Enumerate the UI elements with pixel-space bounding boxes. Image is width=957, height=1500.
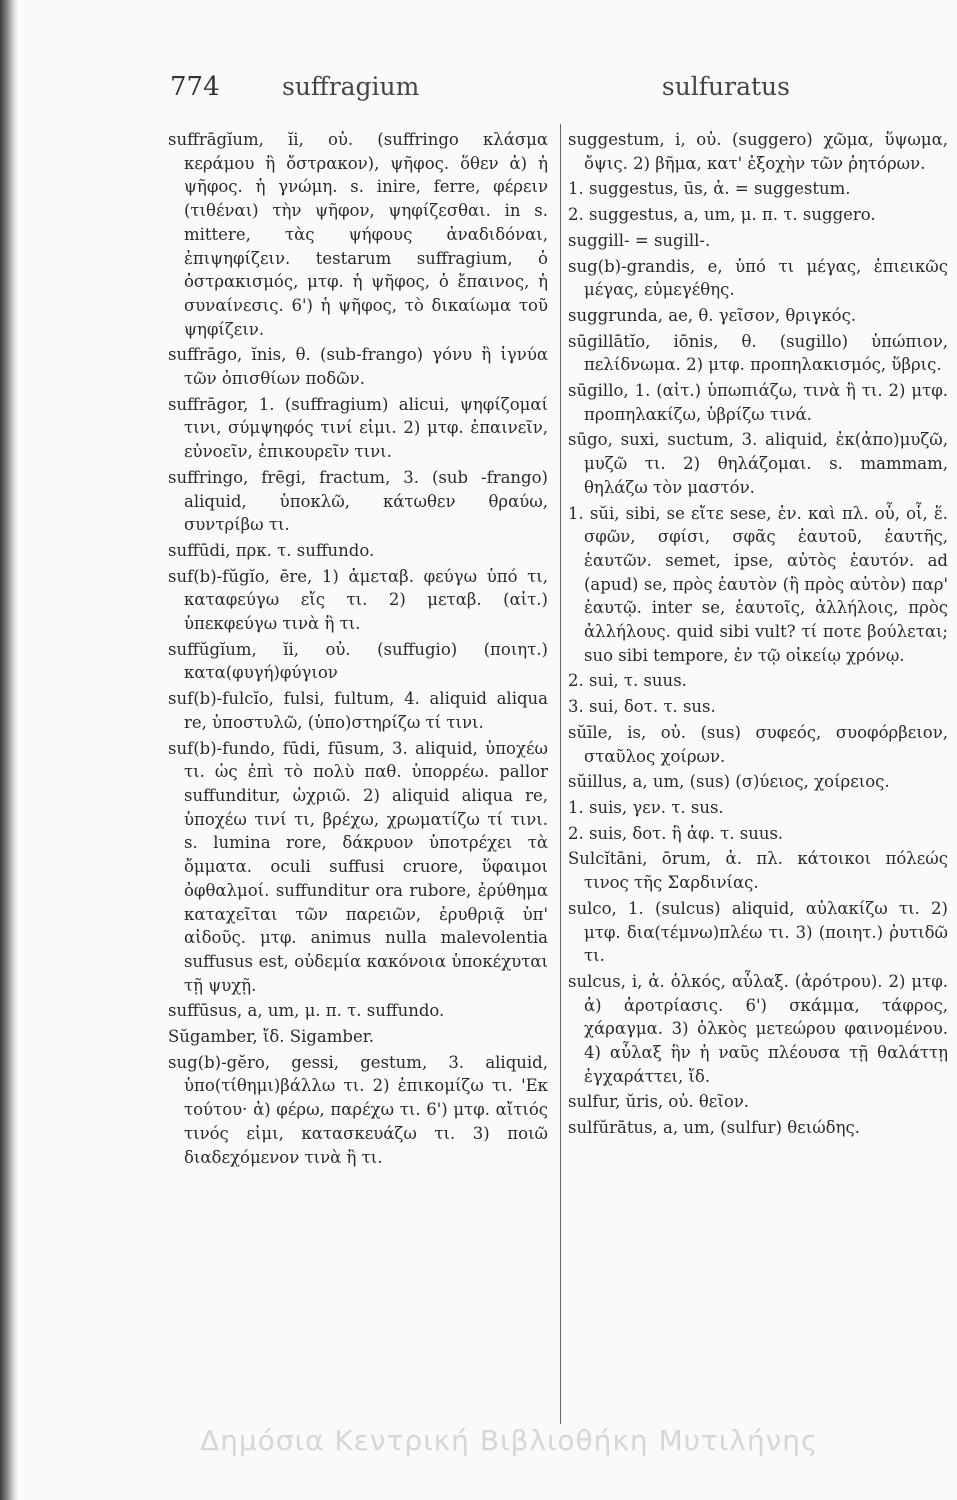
dictionary-entry: suffrāgĭum, ĭi, οὐ. (suffringo κλάσμα κεράμου ἢ ὄστρακον), ψῆφος. ὅθεν ἀ) ἡ ψῆφος. ἡ γνώμη. s. inire, ferre, φέρειν (τιθέναι) τὴν ψῆφον, ψηφίζεσθαι. in s. mittere, τὰς ψήφους ἀναδιδόναι, ἐπιψηφίζειν. testarum suffragium, ὁ ὀστρακισμός, μτφ. ἡ ψῆφος, ὁ ἔπαινος, ἡ συναίνεσις. 6') ἡ ψῆφος, τὸ δικαίωμα τοῦ ψηφίζειν. [168, 130, 548, 339]
left-column [168, 128, 548, 1171]
dictionary-entry: sūgillo, 1. (αἰτ.) ὑπωπιάζω, τινὰ ἢ τι. 2) μτφ. προπηλακίζω, ὑβρίζω τινά. [568, 381, 948, 424]
library-watermark: Δημόσια Κεντρική Βιβλιοθήκη Μυτιλήνης [200, 1424, 819, 1457]
dictionary-entry: suffŭgĭum, ĭi, οὐ. (suffugio) (ποιητ.) κατα(φυγή)φύγιον [168, 639, 548, 683]
dictionary-entry: suf(b)-fulcĭo, fulsi, fultum, 4. aliquid aliqua re, ὑποστυλῶ, (ὑπο)στηρίζω τί τινι. [168, 689, 548, 732]
dictionary-entry: sug(b)-gĕro, gessi, gestum, 3. aliquid, ὑπο(τίθημι)βάλλω τι. 2) ἐπικομίζω τι. 'Εκ τούτου· ἀ) φέρω, παρέχω τι. 6') μτφ. αἴτιός τινός εἰμι, κατασκευάζω τι. 3) ποιῶ διαδεχόμενον τινὰ ἢ τι. [168, 1052, 548, 1167]
column-divider [560, 124, 561, 1424]
page-header [170, 72, 790, 112]
dictionary-entry: sug(b)-grandis, e, ὑπό τι μέγας, ἐπιεικῶς μέγας, εὐμεγέθης. [568, 256, 948, 300]
dictionary-entry: 1. suis, γεν. τ. sus. [568, 797, 724, 817]
dictionary-entry: suf(b)-fŭgĭo, ēre, 1) ἀμεταβ. φεύγω ὑπό τι, καταφεύγω εἴς τι. 2) μεταβ. (αἰτ.) ὑπεκφεύγω τινὰ ἢ τι. [168, 566, 548, 634]
dictionary-entry: Sulcĭtāni, ōrum, ἀ. πλ. κάτοικοι πόλεώς τινος τῆς Σαρδινίας. [568, 849, 948, 893]
dictionary-entry: suffrāgo, ĭnis, θ. (sub-frango) γόνυ ἢ ἰγνύα τῶν ὀπισθίων ποδῶν. [168, 345, 548, 389]
right-column [568, 128, 948, 1142]
dictionary-entry: 2. suis, δοτ. ἢ ἀφ. τ. suus. [568, 823, 784, 843]
dictionary-entry: suggrunda, ae, θ. γεῖσον, θριγκός. [568, 305, 857, 325]
dictionary-entry: sulcus, i, ἀ. ὁλκός, αὖλαξ. (ἀρότρου). 2) μτφ. ἀ) ἀροτρίασις. 6') σκάμμα, τάφρος, χάραγμα. 3) ὁλκὸς μετεώρου φαινομένου. 4) αὖλαξ ἣν ἡ ναῦς πλέουσα τῇ θαλάττῃ ἐγχαράττει, ἴδ. [568, 971, 948, 1086]
dictionary-entry: Sŭgamber, ἴδ. Sigamber. [168, 1027, 375, 1047]
left-running-head: suffragium [282, 72, 420, 101]
dictionary-entry: sulfur, ŭris, οὐ. θεῖον. [568, 1092, 750, 1112]
dictionary-entry: 1. sŭi, sibi, se εἴτε sese, ἑν. καὶ πλ. οὗ, οἷ, ἕ. σφῶν, σφίσι, σφᾶς ἑαυτοῦ, ἑαυτῆς, ἑαυτῶν. semet, ipse, αὐτὸς ἑαυτόν. ad (apud) se, πρὸς ἑαυτὸν (ἢ πρὸς αὑτὸν) παρ' ἑαυτῷ. inter se, ἑαυτοῖς, ἀλλήλοις, πρὸς ἀλλήλους. quid sibi vult? τί ποτε βούλεται; suo sibi tempore, ἐν τῷ οἰκείῳ χρόνῳ. [568, 503, 948, 665]
dictionary-entry: sulco, 1. (sulcus) aliquid, αὐλακίζω τι. 2) μτφ. δια(τέμνω)πλέω τι. 3) (ποιητ.) ῥυτιδῶ τι. [568, 898, 948, 966]
dictionary-entry: sūgillātĭo, iōnis, θ. (sugillo) ὑπώπιον, πελίδνωμα. 2) μτφ. προπηλακισμός, ὕβρις. [568, 331, 948, 375]
dictionary-entry: sŭīle, is, οὐ. (sus) συφεός, συοφόρβειον, σταῦλος χοίρων. [568, 722, 948, 766]
page-gutter-shadow [0, 0, 18, 1500]
dictionary-entry: suf(b)-fundo, fūdi, fūsum, 3. aliquid, ὑποχέω τι. ὡς ἐπὶ τὸ πολὺ παθ. ὑπορρέω. pallor suffunditur, ὠχριῶ. 2) aliquid aliqua re, ὑποχέω τινί τι, βρέχω, χρωματίζω τί τινι. s. lumina rore, δάκρυον ὑποτρέχει τὰ ὄμματα. oculi suffusi cruore, ὕφαιμοι ὀφθαλμοί. suffunditur ora rubore, ἐρύθημα καταχεῖται τῶν παρειῶν, ἐρυθριᾷ ὑπ' αἰδοῦς. μτφ. animus nulla malevolentia suffusus est, οὐδεμία κακόνοια ὑποκέχυται τῇ ψυχῇ. [168, 738, 548, 995]
dictionary-entry: 2. suggestus, a, um, μ. π. τ. suggero. [568, 205, 876, 225]
dictionary-entry: 1. suggestus, ūs, ἀ. = suggestum. [568, 179, 851, 199]
dictionary-entry: suggestum, i, οὐ. (suggero) χῶμα, ὕψωμα, ὄψις. 2) βῆμα, κατ' ἐξοχὴν τῶν ῥητόρων. [568, 130, 948, 173]
dictionary-entry: 2. sui, τ. suus. [568, 671, 687, 691]
page-number: 774 [170, 72, 220, 102]
dictionary-entry: suggill- = sugill-. [568, 230, 711, 250]
right-running-head: sulfuratus [661, 72, 790, 101]
dictionary-entry: suffrāgor, 1. (suffragium) alicui, ψηφίζομαί τινι, σύμψηφός τινί εἰμι. 2) μτφ. ἐπαινεῖν, εὐνοεῖν, ἐπικουρεῖν τινι. [168, 394, 548, 462]
dictionary-entry: sulfŭrātus, a, um, (sulfur) θειώδης. [568, 1118, 860, 1138]
dictionary-entry: suffūdi, πρκ. τ. suffundo. [168, 540, 375, 560]
dictionary-entry: suffringo, frēgi, fractum, 3. (sub -frango) aliquid, ὑποκλῶ, κάτωθεν θραύω, συντρίβω τι. [168, 467, 548, 535]
dictionary-entry: suffūsus, a, um, μ. π. τ. suffundo. [168, 1001, 445, 1021]
dictionary-entry: sūgo, suxi, suctum, 3. aliquid, ἐκ(ἀπο)μυζῶ, μυζῶ τι. 2) θηλάζομαι. s. mammam, θηλάζω τὸν μαστόν. [568, 430, 948, 497]
dictionary-entry: 3. sui, δοτ. τ. sus. [568, 697, 716, 717]
dictionary-entry: sŭillus, a, um, (sus) (σ)ύειος, χοίρειος. [568, 772, 890, 792]
